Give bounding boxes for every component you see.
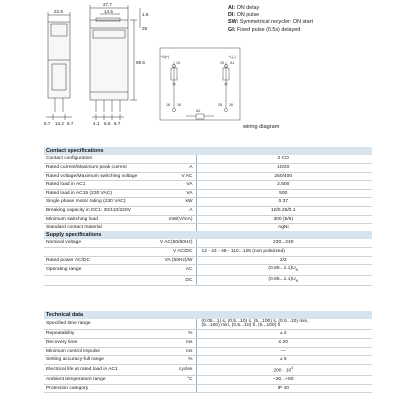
spec-label: Standard contact material [44, 224, 152, 233]
spec-label: Operating range [44, 265, 118, 276]
spec-unit: A [152, 206, 196, 215]
technical-data-table [44, 311, 372, 393]
spec-unit [152, 384, 196, 393]
spec-value: 0.37 [196, 198, 372, 207]
spec-label: Rated current/Maximum peak current [44, 164, 152, 173]
spec-row [44, 376, 372, 385]
spec-unit: DC [118, 275, 196, 286]
contact-specifications-table [44, 147, 372, 233]
spec-row [44, 364, 372, 375]
dim-front-width: 22.5 [54, 9, 63, 14]
spec-unit: kW [152, 198, 196, 207]
spec-value: 2/2 [196, 256, 372, 265]
section-title: Supply specifications [44, 231, 372, 239]
spec-label: Repeatability [44, 330, 152, 339]
spec-row [44, 215, 372, 224]
spec-value: –20...+60 [196, 376, 372, 385]
spec-row [44, 319, 372, 330]
spec-unit: AC [118, 265, 196, 276]
spec-unit: VA [152, 181, 196, 190]
spec-label: Setting accuracy-full range [44, 356, 152, 365]
spec-value: 500 [196, 189, 372, 198]
spec-row [44, 172, 372, 181]
spec-unit: °C [152, 376, 196, 385]
spec-value: IP 40 [196, 384, 372, 393]
spec-row [44, 256, 372, 265]
spec-row [44, 181, 372, 190]
spec-label: Recovery time [44, 339, 152, 348]
spec-value: $200 \cdot 10^3$ [196, 364, 372, 375]
wiring-top-left: ~N(+) [160, 55, 170, 59]
spec-label: Single phase motor rating (230 VAC) [44, 198, 152, 207]
spec-label [44, 248, 118, 257]
dim-height-inner: 28 [142, 26, 148, 31]
spec-unit [152, 155, 196, 163]
spec-label: Specified time range [44, 319, 152, 330]
wiring-diagram-caption: wiring diagram [243, 124, 280, 130]
spec-label [44, 275, 118, 286]
wiring-term-bottom-4: A2 [196, 109, 201, 113]
dim-bottom-right-1: 6.5 [104, 121, 111, 126]
spec-row [44, 189, 372, 198]
spec-value: 2 CO [196, 155, 372, 163]
spec-value: ± 5 [196, 356, 372, 365]
dim-height-total: 59.5 [136, 60, 145, 65]
spec-value: 230...240 [196, 239, 372, 247]
spec-unit: VA [152, 189, 196, 198]
dim-bottom-left-2: 5.7 [67, 121, 74, 126]
wiring-term-top-2: A1 [230, 61, 235, 65]
spec-unit: VA (50Hz)/W [118, 256, 196, 265]
spec-row [44, 275, 372, 286]
spec-label: Rated load in AC15 (230 VAC) [44, 189, 152, 198]
spec-unit: A [152, 164, 196, 173]
spec-unit: cycles [152, 364, 196, 375]
dim-side-width: 27.7 [103, 2, 112, 7]
spec-label: Electrical life at rated load in AC1 [44, 364, 152, 375]
dim-bottom-left-1: 13.2 [55, 121, 64, 126]
section-title: Contact specifications [44, 147, 372, 155]
spec-value: (0.05...1) s, (0.5...10) s, (5...100) s, (0.5...10) min, (5...100) min, (0.5...10) h, (5...100) h [196, 319, 372, 330]
spec-value: ± 2 [196, 330, 372, 339]
spec-label: Rated power AC/DC [44, 256, 118, 265]
spec-label: Rated load in AC1 [44, 181, 152, 190]
dim-side-inner: 14.5 [104, 9, 113, 14]
spec-label: Rated voltage/Maximum switching voltage [44, 172, 152, 181]
wiring-term-bottom-1: 16 [177, 103, 181, 107]
spec-value: 2,500 [196, 181, 372, 190]
dim-side-top: 1.5 [142, 12, 149, 17]
function-legend [228, 5, 398, 34]
spec-unit: V AC(50/60Hz) [118, 239, 196, 247]
spec-label: Contact configuration [44, 155, 152, 163]
spec-row [44, 347, 372, 356]
spec-unit: V AC [152, 172, 196, 181]
spec-value: 300 (5/5) [196, 215, 372, 224]
spec-value: $(0.85...1.1)U_N$ [196, 265, 372, 276]
section-title: Technical data [44, 311, 372, 319]
spec-unit: % [152, 330, 196, 339]
spec-value: 10/20 [196, 164, 372, 173]
spec-value: 10/0.25/0.1 [196, 206, 372, 215]
wiring-term-top-0: 15 [176, 61, 180, 65]
dim-bottom-right-0: 4.1 [93, 121, 100, 126]
spec-value: — [196, 347, 372, 356]
spec-label: Minimum control impulse [44, 347, 152, 356]
spec-row [44, 164, 372, 173]
spec-label: Protection category [44, 384, 152, 393]
legend-item: SW: Symmetrical recycler: ON start [228, 19, 313, 26]
spec-row [44, 155, 372, 163]
legend-item: AI: ON delay [228, 5, 260, 11]
legend-item: DI: ON pulse [228, 12, 260, 19]
spec-value: ≤ 20 [196, 339, 372, 348]
spec-row [44, 384, 372, 393]
spec-label: Nominal voltage [44, 239, 118, 247]
spec-unit: mW(V/mA) [152, 215, 196, 224]
wiring-term-bottom-2: 28 [218, 103, 222, 107]
spec-row [44, 248, 372, 257]
spec-row [44, 239, 372, 247]
dim-bottom-right-2: 6.7 [114, 121, 121, 126]
spec-value: 12 - 24 - 48 - 110...125 (non polarized) [196, 248, 372, 257]
spec-row [44, 339, 372, 348]
spec-label: Ambient temperature range [44, 376, 152, 385]
spec-value: AgNi [196, 224, 372, 233]
spec-unit [152, 319, 196, 330]
spec-label: Breaking capacity in DC1: 30/110/220V [44, 206, 152, 215]
wiring-top-right: ~L(-) [228, 55, 236, 59]
spec-unit: ms [152, 339, 196, 348]
spec-row [44, 265, 372, 276]
spec-value: 250/400 [196, 172, 372, 181]
wiring-term-bottom-0: 18 [166, 103, 170, 107]
dim-bottom-left-0: 5.7 [44, 121, 51, 126]
spec-row [44, 206, 372, 215]
spec-label: Minimum switching load [44, 215, 152, 224]
spec-row [44, 198, 372, 207]
spec-unit: V AC/DC [118, 248, 196, 257]
spec-row [44, 330, 372, 339]
supply-specifications-table [44, 231, 372, 286]
legend-item: GI: Fixed pulse (0.5s) delayed [228, 26, 301, 33]
spec-unit: % [152, 356, 196, 365]
spec-value: $(0.85...1.1)U_N$ [196, 275, 372, 286]
wiring-term-top-1: 25 [220, 61, 224, 65]
spec-row [44, 356, 372, 365]
spec-unit: ms [152, 347, 196, 356]
wiring-term-bottom-3: 26 [229, 103, 233, 107]
